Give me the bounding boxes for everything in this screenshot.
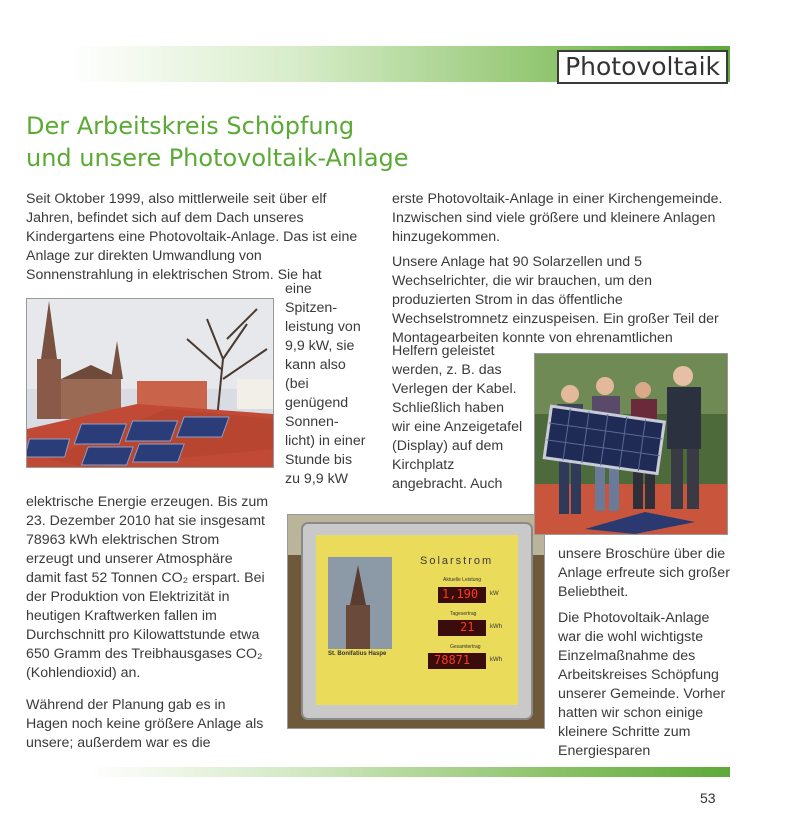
title-line-2: und unsere Photovoltaik-Anlage <box>26 144 409 172</box>
col2-closing-paragraph: Die Photovoltaik-Anlage war die wohl wichtigste Einzelmaßnahme des Arbeitskreises Schöpfung unserer Gemeinde. Vorher hatten wir schon einige kleinere Schritte zum Energiesparen <box>558 610 726 759</box>
board-value-current: 1,190 <box>442 587 479 601</box>
planning-paragraph: Während der Planung gab es in Hagen noch keine größere Anlage als unsere; außerdem war es die <box>26 697 264 751</box>
board-title: Solarstrom <box>420 555 494 567</box>
board-value-today: 21 <box>460 620 475 634</box>
board-church-name: St. Bonifatius Haspe <box>328 651 387 657</box>
footer-gradient-bar <box>90 767 730 777</box>
board-label-today: Tagesertrag <box>450 611 477 617</box>
col2-top-paragraph: erste Photovoltaik-Anlage in einer Kirchengemeinde. Inzwischen sind viele größere und kleinere Anlagen hinzugekommen. <box>392 191 723 245</box>
board-value-total: 78871 <box>434 653 471 667</box>
display-board-photo <box>287 514 545 729</box>
article-title <box>26 110 446 174</box>
narrow-paragraph-col2: Helfern geleistet werden, z. B. das Verlegen der Kabel. Schließlich haben wir eine Anzeigetafel (Display) auf dem Kirchplatz angebracht. Auch <box>392 343 523 492</box>
intro-paragraph: Seit Oktober 1999, also mittlerweile seit über elf Jahren, befindet sich auf dem Dach unseres Kindergartens eine Photovoltaik-Anlage. Das ist eine Anlage zur direkten Umwandlung von Sonnenstrahlung in elektrischen Strom. Sie hat <box>26 191 358 283</box>
roof-solar-image <box>27 299 273 467</box>
board-label-total: Gesamtertrag <box>450 644 481 650</box>
title-line-1: Der Arbeitskreis Schöpfung <box>26 112 355 140</box>
section-label: Photovoltaik <box>557 50 728 84</box>
volunteers-photo <box>534 353 728 535</box>
page-number: 53 <box>700 790 716 806</box>
board-unit-current: kW <box>490 591 499 597</box>
col2-anlage-paragraph: Unsere Anlage hat 90 Solarzellen und 5 Wechselrichter, die wir brauchen, um den produzierten Strom in das öffentliche Wechselstromnetz einzuspeisen. Ein großer Teil der Montagearbeiten konnte von ehrenamtlichen <box>392 254 719 346</box>
board-label-current: Aktuelle Leistung <box>443 577 482 583</box>
board-unit-today: kWh <box>490 624 502 630</box>
volunteers-image <box>535 354 727 534</box>
board-unit-total: kWh <box>490 657 502 663</box>
kindergarten-roof-photo <box>26 298 274 468</box>
energy-paragraph: elektrische Energie erzeugen. Bis zum 23. Dezember 2010 hat sie insgesamt 78963 kWh elektrischen Strom erzeugt und unserer Atmosphäre damit fast 52 Tonnen CO₂ erspart. Bei der Produktion von Elektrizität in heutigen Kraftwerken fallen im Durchschnitt pro Kilowattstunde etwa 650 Gramm des Treibhausgases CO₂ (Kohlendioxid) an. <box>26 494 269 681</box>
col2-brochure-paragraph: unsere Broschüre über die Anlage erfreute sich großer Beliebtheit. <box>558 546 730 600</box>
display-board-image <box>288 515 544 728</box>
narrow-paragraph-col1: eine Spitzen-leistung von 9,9 kW, sie kann also (bei genügend Sonnen-licht) in einer Stunde bis zu 9,9 kW <box>285 281 366 487</box>
